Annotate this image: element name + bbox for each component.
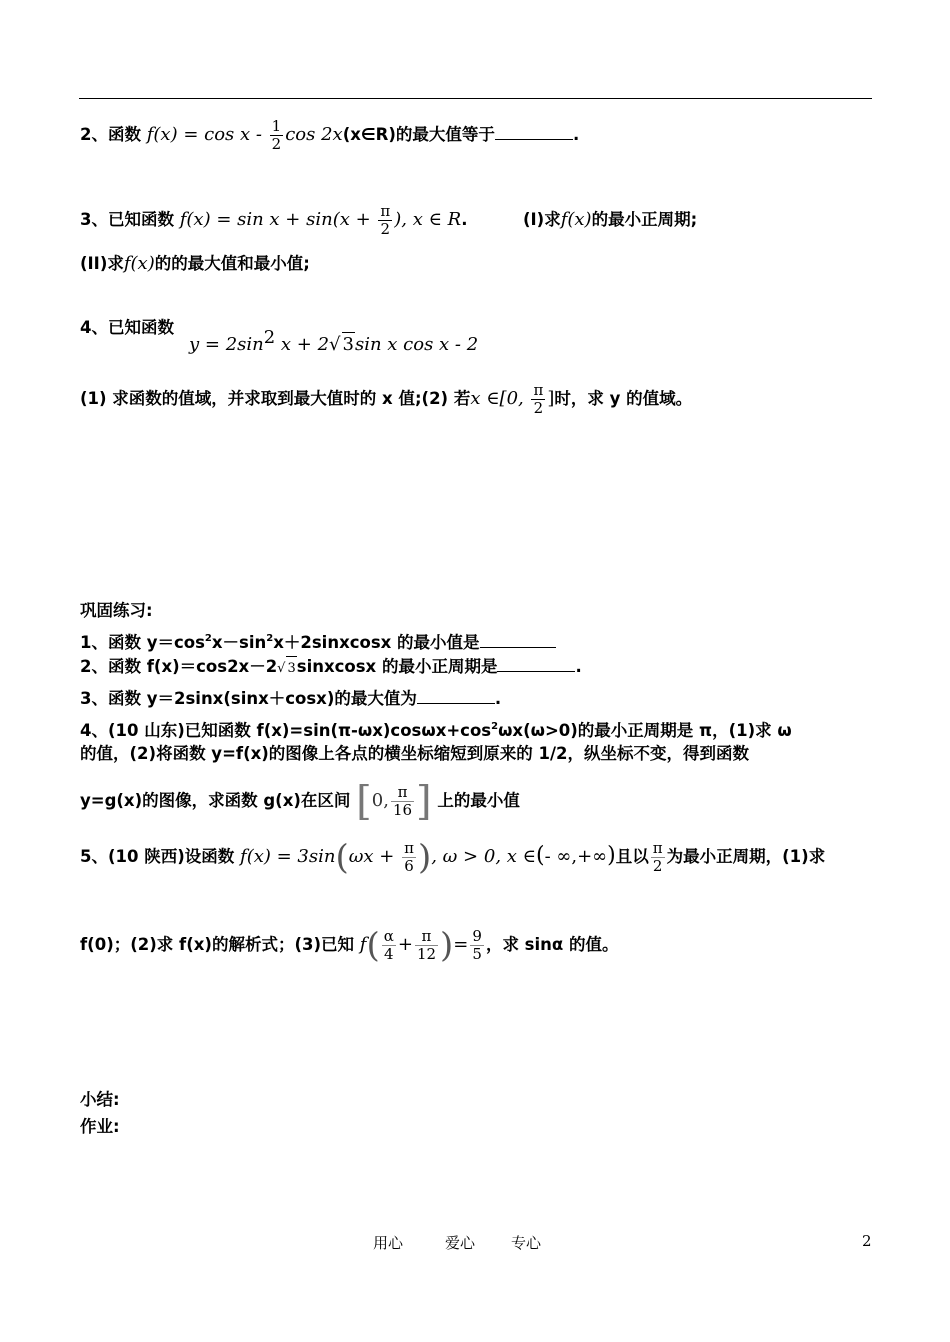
practice-exercise-1: 1、函数 $y=\cos^2x-\sin^2x+2sinxcosx$ 的最小值是 xyxy=(80,627,556,655)
fraction-pi-over-2: $\frac{\pi}{2}$ xyxy=(652,839,663,875)
problem-2: 2、函数 f(x) = cos x - $\frac{1}{2}$ cos 2x(x∈R)的最大值等于 . xyxy=(80,117,580,153)
homework-label: 作业: xyxy=(80,1117,120,1136)
problem-3-part-1-prefix: (I)求 xyxy=(522,210,561,229)
fraction-pi-over-6: $\frac{\pi}{6}$ xyxy=(404,839,414,875)
problem-2-prefix: 2、函数 xyxy=(80,125,141,144)
problem-2-suffix: (x∈R)的最大值等于 xyxy=(342,125,495,144)
answer-blank[interactable] xyxy=(417,686,495,704)
problem-3-formula-b: ), x ∈ R xyxy=(394,209,462,230)
page-number: 2 xyxy=(862,1232,872,1250)
footer-text-3: 专心 xyxy=(511,1234,542,1252)
sqrt-three: 3 xyxy=(342,334,354,355)
practice-exercise-5-line-2: f(0)；(2)求 f(x)的解析式；(3)已知 f( $\frac{\alpha}{4}$ + $\frac{\pi}{12}$ )= $\frac{9}{5}$ ，求 sinα 的值。 xyxy=(80,925,619,966)
footer-text-2: 爱心 xyxy=(445,1234,476,1252)
problem-3: 3、已知函数 f(x) = sin x + sin(x + $\frac{\pi}{2}$ ), x ∈ R. (I)求f(x)的最小正周期; xyxy=(80,202,698,238)
problem-4 xyxy=(80,316,174,340)
practice-exercise-4-line-1: 4、(10 山东)已知函数 $f(x)=\sin(\pi-\omega x)\cos\omega x+\cos^2\omega x(\omega>0)$的最小正周期是 π，(1)求 ω xyxy=(80,721,792,740)
practice-exercise-4-line-2: 的值，(2)将函数 y=f(x)的图像上各点的横坐标缩短到原来的 1/2，纵坐标不变，得到函数 xyxy=(80,744,750,763)
fraction-pi-over-12: $\frac{\pi}{12}$ xyxy=(416,927,437,963)
problem-2-formula-rhs: cos 2x xyxy=(285,124,343,145)
answer-blank[interactable] xyxy=(497,654,575,672)
problem-4-prefix: 4、已知函数 xyxy=(80,318,174,337)
fraction-pi-over-2: $\frac{\pi}{2}$ xyxy=(380,202,391,238)
practice-heading: 巩固练习: xyxy=(80,601,153,620)
footer-text-1: 用心 xyxy=(373,1234,404,1252)
fraction-alpha-over-4: $\frac{\alpha}{4}$ xyxy=(383,927,394,963)
fraction-one-half: $\frac{1}{2}$ xyxy=(271,117,282,153)
problem-4-questions: (1) 求函数的值域，并求取到最大值时的 x 值;(2) 若x ∈[0, $\frac{\pi}{2}$ ]时，求 y 的值域。 xyxy=(80,381,693,417)
problem-3-part-2: (II)求f(x)的的最大值和最小值; xyxy=(80,253,310,274)
fraction-pi-over-16: $\frac{\pi}{16}$ xyxy=(392,783,413,819)
practice-exercise-5-line-1: 5、(10 陕西)设函数 f(x) = 3sin(ωx + $\frac{\pi}{6}$ ), ω > 0, x ∈(- ∞,+∞)且以 $\frac{\pi}{2}$ 为最小正周期，(1)求 xyxy=(80,837,826,878)
problem-3-part-1-suffix: 的最小正周期; xyxy=(591,210,698,229)
answer-blank[interactable] xyxy=(495,122,573,140)
problem-3-prefix: 3、已知函数 xyxy=(80,210,174,229)
practice-exercise-3: 3、函数 y＝2sinx(sinx＋cosx)的最大值为 . xyxy=(80,686,501,711)
fraction-nine-fifths: $\frac{9}{5}$ xyxy=(472,927,482,963)
fraction-pi-over-2: $\frac{\pi}{2}$ xyxy=(533,381,544,417)
practice-exercise-2: 2、函数 f(x)＝cos2x－2√ 3sinxcosx 的最小正周期是 . xyxy=(80,654,582,681)
answer-blank[interactable] xyxy=(480,630,556,648)
problem-4-formula: $y = 2\sin^2$ x + 2√ 3sin x cos x - 2 xyxy=(189,327,479,355)
summary-label: 小结: xyxy=(80,1090,120,1109)
problem-3-formula-a: f(x) = sin x + sin(x + xyxy=(179,209,377,230)
problem-2-formula-lhs: f(x) = cos x - xyxy=(146,124,268,145)
header-rule xyxy=(79,98,872,99)
practice-exercise-4-line-3: y=g(x)的图像，求函数 g(x)在区间 [0, $\frac{\pi}{16}$ ] 上的最小值 xyxy=(80,778,520,825)
